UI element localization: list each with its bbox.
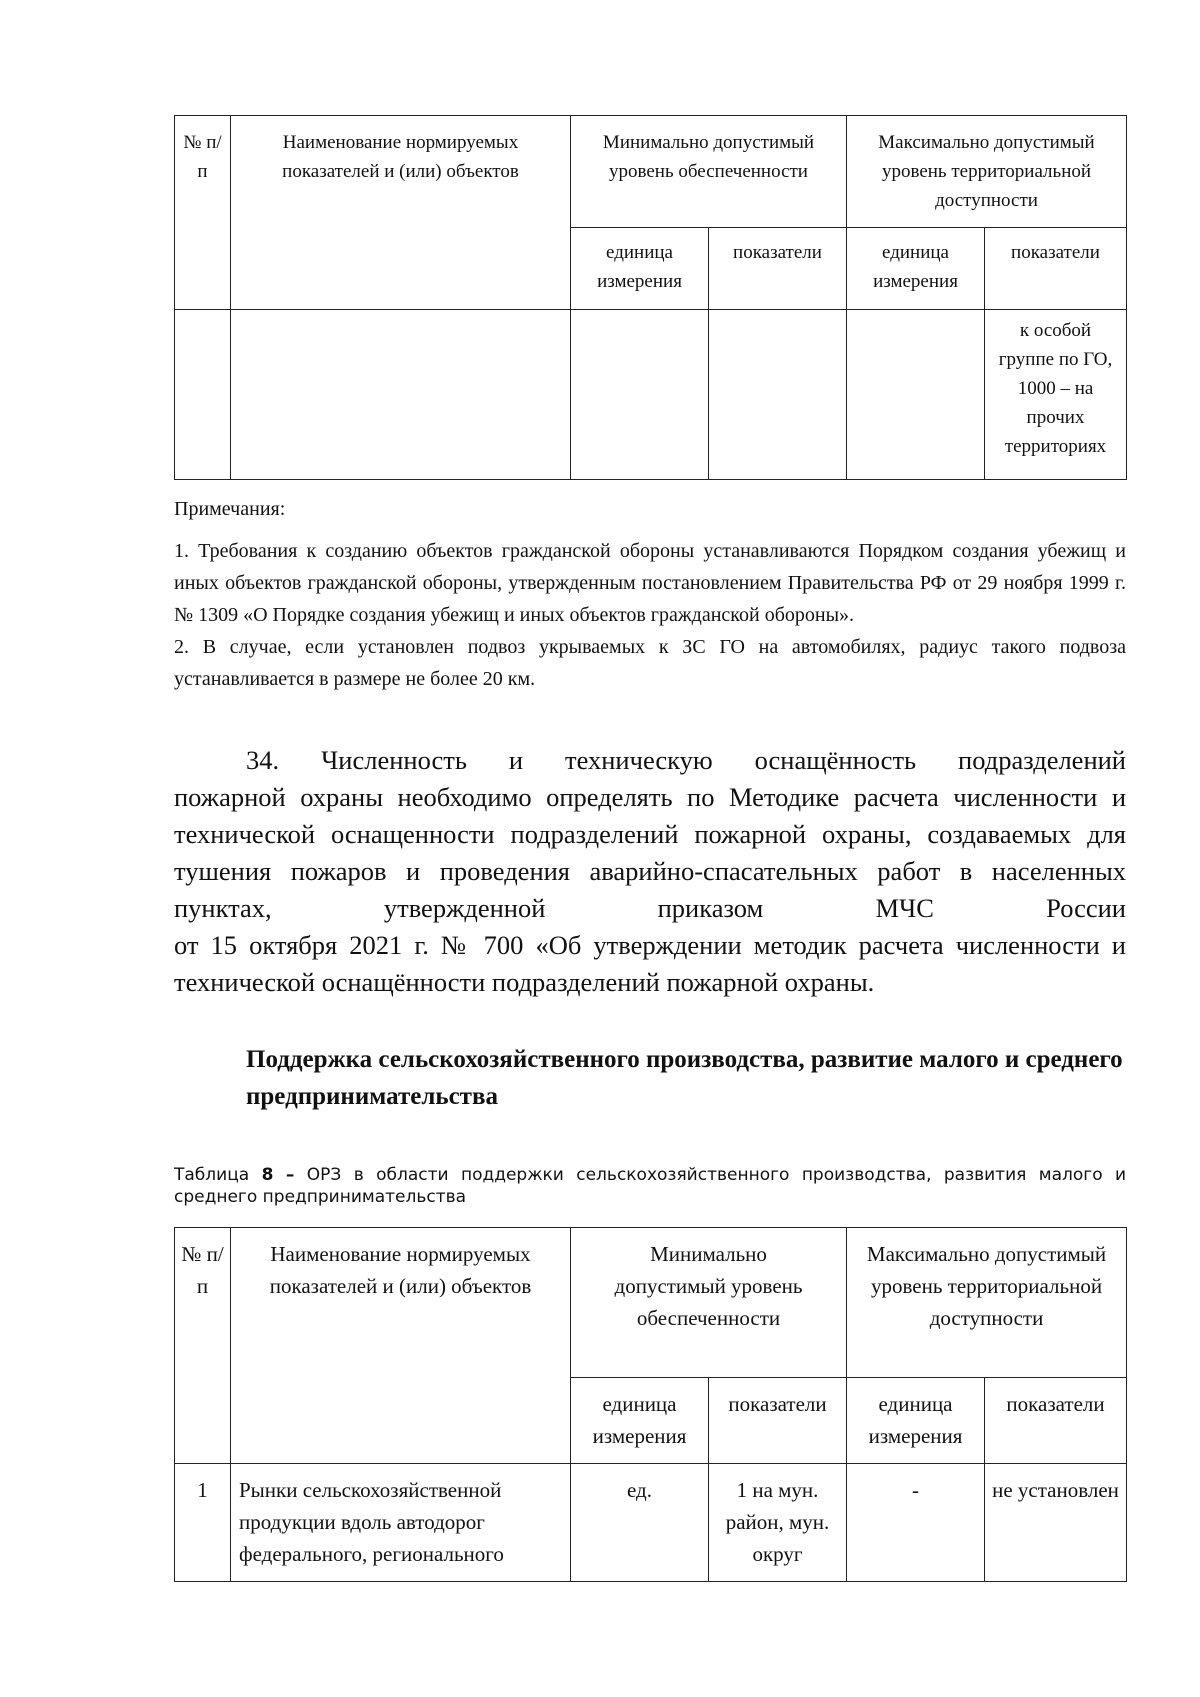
table-caption: [174, 1164, 1126, 1208]
note-1: 1. Требования к созданию объектов гражданской обороны устанавливаются Порядком создания убежищ и иных объектов гражданской обороны, утвержденным постановлением Правительства РФ от 29 ноября 1999 г. № 1309 «О Порядке создания убежищ и иных объектов гражданской обороны».: [174, 540, 1126, 626]
table-8: [174, 1227, 1127, 1582]
cell-empty: [847, 310, 985, 480]
notes: [174, 493, 1126, 695]
cell-empty: [571, 310, 709, 480]
note-2: 2. В случае, если установлен подвоз укрываемых к ЗС ГО на автомобилях, радиус такого подвоза устанавливается в размере не более 20 км.: [174, 636, 1126, 690]
header-max-group: Максимально допустимый уровень территориальной доступности: [847, 1228, 1127, 1378]
caption-dash: –: [285, 1165, 295, 1185]
row-value-max: не установлен: [985, 1464, 1127, 1582]
section-heading: Поддержка сельскохозяйственного производства, развитие малого и среднего предпринимательства: [246, 1046, 1123, 1110]
cell-empty: [231, 310, 571, 480]
cell-empty: [175, 310, 231, 480]
row-num: 1: [175, 1464, 231, 1582]
header-indicators-min: показатели: [709, 1378, 847, 1464]
table-continuation: [174, 115, 1127, 480]
header-indicators-min: показатели: [709, 228, 847, 310]
cell-indicator-max: к особой группе по ГО, 1000 – на прочих территориях: [985, 310, 1127, 480]
cell-empty: [709, 310, 847, 480]
header-indicators-max: показатели: [985, 1378, 1127, 1464]
header-max-group: Максимально допустимый уровень территориальной доступности: [847, 116, 1127, 228]
header-num: № п/п: [175, 1228, 231, 1464]
header-num: № п/п: [175, 116, 231, 310]
row-unit-max: -: [847, 1464, 985, 1582]
header-unit-min: единица измерения: [571, 1378, 709, 1464]
paragraph-34: [174, 742, 1126, 1001]
caption-number: 8: [261, 1165, 274, 1185]
header-unit-max: единица измерения: [847, 1378, 985, 1464]
header-min-group: Минимально допустимый уровень обеспеченности: [571, 1228, 847, 1378]
header-name: Наименование нормируемых показателей и (или) объектов: [231, 1228, 571, 1464]
paragraph-34-body: пожарной охраны необходимо определять по Методике расчета численности и технической оснащенности подразделений пожарной охраны, создаваемых для тушения пожаров и проведения аварийно-спасательных работ в населенных пунктах, утвержденной приказом МЧС России: [174, 782, 1126, 923]
row-value-min: 1 на мун. район, мун. округ: [709, 1464, 847, 1582]
paragraph-34-last: от 15 октября 2021 г. № 700 «Об утверждении методик расчета численности и технической оснащённости подразделений пожарной охраны.: [174, 930, 1126, 997]
caption-prefix: Таблица: [174, 1165, 250, 1185]
header-min-group: Минимально допустимый уровень обеспеченности: [571, 116, 847, 228]
header-unit-max: единица измерения: [847, 228, 985, 310]
row-unit-min: ед.: [571, 1464, 709, 1582]
table-row: [175, 1464, 1127, 1582]
header-unit-min: единица измерения: [571, 228, 709, 310]
caption-text: ОРЗ в области поддержки сельскохозяйственного производства, развития малого и среднего предпринимательства: [174, 1165, 1127, 1207]
notes-title: Примечания:: [174, 498, 286, 520]
paragraph-34-line1: 34. Численность и техническую оснащённость подразделений: [246, 745, 1126, 775]
header-indicators-max: показатели: [985, 228, 1127, 310]
row-name: Рынки сельскохозяйственной продукции вдоль автодорог федерального, регионального: [231, 1464, 571, 1582]
header-name: Наименование нормируемых показателей и (или) объектов: [231, 116, 571, 310]
